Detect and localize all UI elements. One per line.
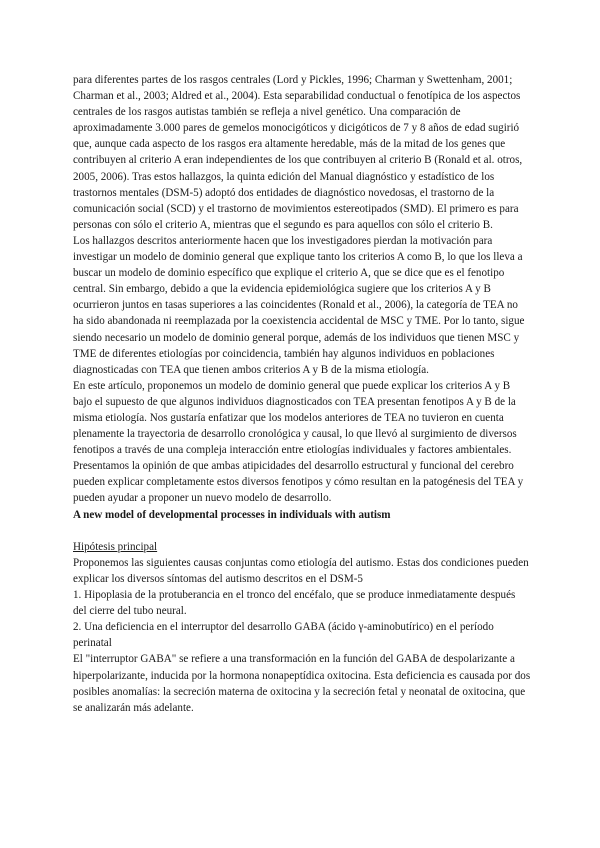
list-item: 1. Hipoplasia de la protuberancia en el tronco del encéfalo, que se produce inmediatamente después del cierre del tubo neural.	[73, 589, 516, 618]
paragraph: Los hallazgos descritos anteriormente hacen que los investigadores pierdan la motivación para investigar un modelo de dominio general que explique tanto los criterios A como B, lo que los lleva a buscar un modelo de dominio específico que explique el criterio A, que se dice que es el fenotipo central. Sin embargo, debido a que la evidencia epidemiológica sugiere que los criterios A y B ocurrieron juntos en tasas superiores a las coincidentes (Ronald et al., 2006), la categoría de TEA no ha sido abandonada ni reemplazada por la coexistencia accidental de MSC y TME. Por lo tanto, sigue siendo necesario un modelo de dominio general porque, además de los individuos que tienen MSC y TME de diferentes etiologías por coincidencia, también hay algunos individuos en poblaciones diagnosticadas con TEA que tienen ambos criterios A y B de la misma etiología.	[73, 234, 525, 376]
list-item: 2. Una deficiencia en el interruptor del desarrollo GABA (ácido γ-aminobutírico) en el período perinatal	[73, 621, 494, 650]
subsection-heading: Hipótesis principal	[73, 540, 158, 553]
paragraph: El "interruptor GABA" se refiere a una transformación en la función del GABA de despolarizante a hiperpolarizante, inducida por la hormona nonapeptídica oxitocina. Esta deficiencia es causada por dos posibles anomalías: la secreción materna de oxitocina y la secreción fetal y neonatal de oxitocina, que se analizarán más adelante.	[73, 653, 531, 714]
section-heading: A new model of developmental processes in individuals with autism	[73, 508, 391, 521]
paragraph: para diferentes partes de los rasgos centrales (Lord y Pickles, 1996; Charman y Swettenham, 2001; Charman et al., 2003; Aldred et al., 2004). Esta separabilidad conductual o fenotípica de los aspectos centrales de los rasgos autistas también se refleja a nivel genético. Una comparación de aproximadamente 3.000 pares de gemelos monocigóticos y dicigóticos de 7 y 8 años de edad sugirió que, aunque cada aspecto de los rasgos era altamente heredable, más de la mitad de los genes que contribuyen al criterio A eran independientes de los que contribuyen al criterio B (Ronald et al. otros, 2005, 2006). Tras estos hallazgos, la quinta edición del Manual diagnóstico y estadístico de los trastornos mentales (DSM-5) adoptó dos entidades de diagnóstico novedosas, el trastorno de la comunicación social (SCD) y el trastorno de movimientos estereotipados (SMD). El primero es para personas con sólo el criterio A, mientras que el segundo es para aquellos con sólo el criterio B.	[73, 74, 523, 231]
paragraph: En este artículo, proponemos un modelo de dominio general que puede explicar los criterios A y B bajo el supuesto de que algunos individuos diagnosticados con TEA presentan fenotipos A y B de la misma etiología. Nos gustaría enfatizar que los modelos anteriores de TEA no tuvieron en cuenta plenamente la trayectoria de desarrollo cronológica y causal, lo que llevó al surgimiento de diversos fenotipos a través de una compleja interacción entre etiologías individuales y factores ambientales. Presentamos la opinión de que ambas atipicidades del desarrollo estructural y funcional del cerebro pueden explicar completamente estos diversos fenotipos y cómo resultan en la patogénesis del TEA y pueden ayudar a proponer un nuevo modelo de desarrollo.	[73, 379, 524, 505]
paragraph: Proponemos las siguientes causas conjuntas como etiología del autismo. Estas dos condiciones pueden explicar los diversos síntomas del autismo descritos en el DSM-5	[73, 556, 529, 585]
document-body	[73, 72, 531, 716]
